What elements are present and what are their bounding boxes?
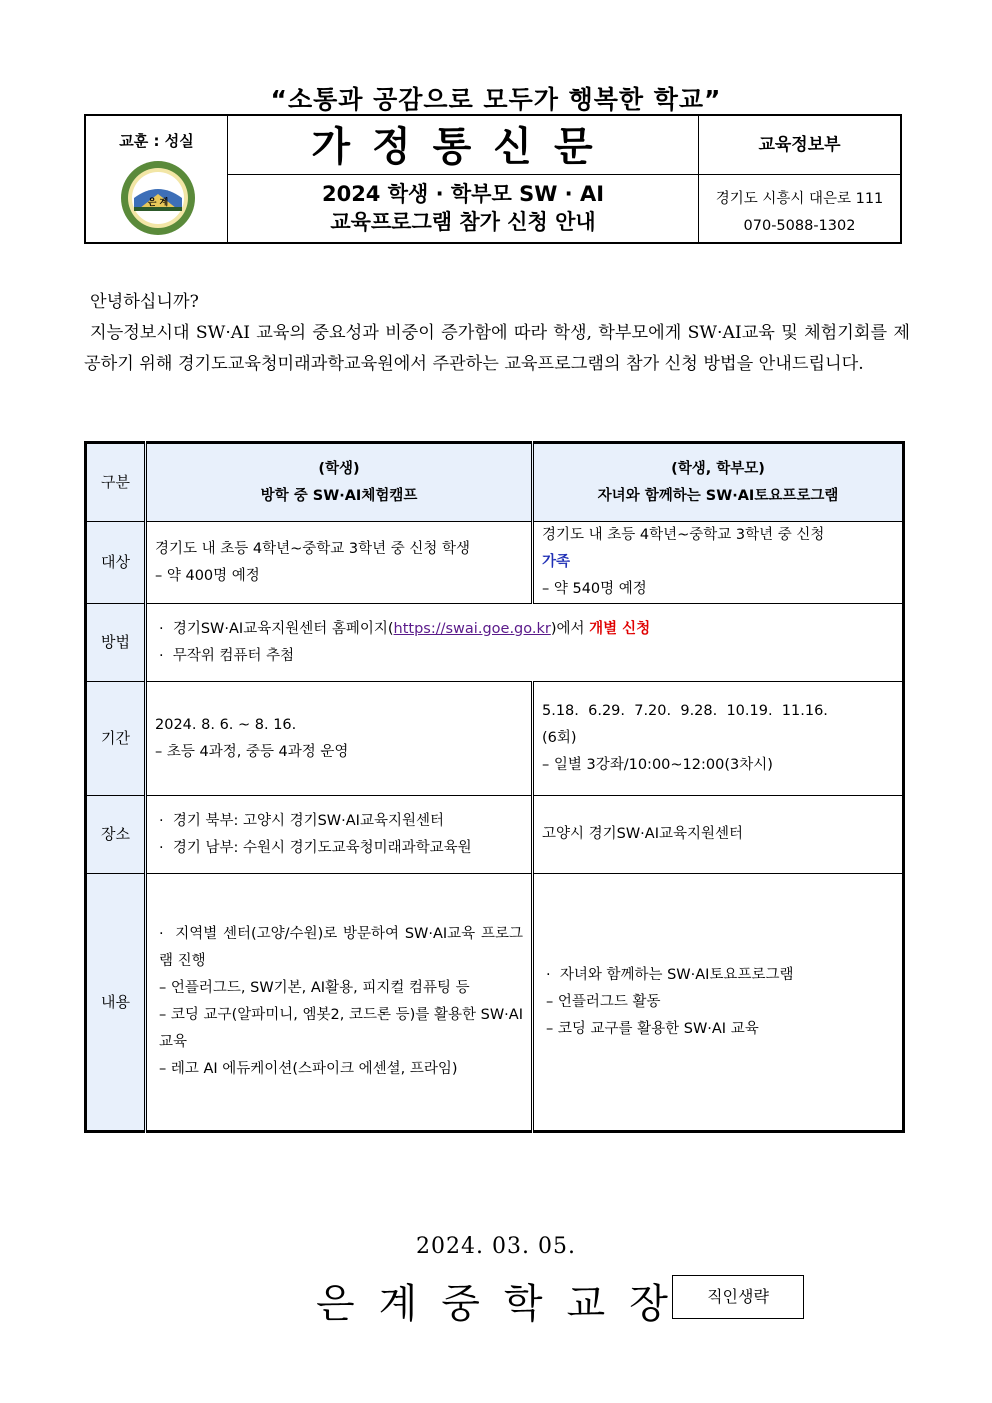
- cell-text: )에서: [550, 620, 590, 637]
- row-label: 방법: [86, 604, 146, 682]
- cell-line: – 코딩 교구를 활용한 SW·AI 교육: [546, 1020, 759, 1037]
- newsletter-title: 가정통신문: [311, 124, 615, 170]
- greeting: 안녕하십니까?: [90, 292, 199, 312]
- row-label: 장소: [86, 796, 146, 874]
- column-header-saturday: [533, 443, 904, 522]
- column-header-line: (학생): [318, 460, 360, 477]
- row-label: 대상: [86, 522, 146, 604]
- table-row: [86, 682, 904, 796]
- principal-signature: 은계중학교장: [316, 1281, 692, 1327]
- column-header-line: (학생, 학부모): [671, 460, 765, 477]
- cell-text: 경기 북부: 고양시 경기SW·AI교육지원센터: [172, 812, 444, 829]
- cell-text: 무작위 컴퓨터 추첨: [172, 647, 295, 664]
- cell-line: – 약 400명 예정: [155, 567, 260, 584]
- subject-line-2: 교육프로그램 참가 신청 안내: [330, 210, 596, 234]
- table-row: [86, 796, 904, 874]
- table-cell: [146, 604, 904, 682]
- cell-line: – 언플러그드, SW기본, AI활용, 피지컬 컴퓨팅 등: [159, 980, 470, 996]
- cell-line: · 자녀와 함께하는 SW·AI토요프로그램: [546, 966, 794, 983]
- table-row: [86, 604, 904, 682]
- school-contact: [699, 186, 900, 240]
- cell-line: · 경기SW·AI교육지원센터 홈페이지(https://swai.goe.go.kr)에서 개별 신청: [159, 620, 651, 637]
- school-address: 경기도 시흥시 대은로 111: [715, 191, 884, 207]
- cell-line: · 지역별 센터(고양/수원)로 방문하여 SW·AI교육 프로그램 진행: [159, 926, 523, 969]
- website-link[interactable]: https://swai.goe.go.kr: [393, 620, 551, 637]
- cell-line: – 코딩 교구(알파미니, 엠봇2, 코드론 등)를 활용한 SW·AI 교육: [159, 1007, 523, 1050]
- newsletter-header: [84, 114, 902, 244]
- school-motto: 교훈 : 성실: [119, 132, 194, 150]
- table-cell: [533, 522, 904, 604]
- cell-line: 경기도 내 초등 4학년~중학교 3학년 중 신청 학생: [155, 540, 470, 557]
- seal-omitted-box: 직인생략: [672, 1275, 804, 1319]
- cell-line: 5.18. 6.29. 7.20. 9.28. 10.19. 11.16.: [542, 703, 828, 719]
- table-cell: [533, 874, 904, 1132]
- row-label: 기간: [86, 682, 146, 796]
- cell-text: 자녀와 함께하는 SW·AI토요프로그램: [559, 966, 794, 983]
- school-motto-banner: “소통과 공감으로 모두가 행복한 학교”: [270, 85, 722, 114]
- cell-text: 경기 남부: 수원시 경기도교육청미래과학교육원: [172, 839, 472, 856]
- school-emblem-icon: [120, 160, 196, 236]
- program-table: [84, 441, 905, 1133]
- cell-line: – 약 540명 예정: [542, 581, 647, 597]
- column-header-line: 방학 중 SW·AI체험캠프: [260, 487, 418, 504]
- cell-line: · 경기 북부: 고양시 경기SW·AI교육지원센터: [159, 812, 444, 829]
- table-cell: [533, 682, 904, 796]
- school-phone: 070-5088-1302: [743, 218, 856, 234]
- row-label: 구분: [86, 443, 146, 522]
- table-cell: [146, 682, 533, 796]
- table-cell: [146, 522, 533, 604]
- table-cell: [146, 874, 533, 1132]
- cell-line: 경기도 내 초등 4학년~중학교 3학년 중 신청: [542, 527, 825, 543]
- cell-line: · 경기 남부: 수원시 경기도교육청미래과학교육원: [159, 839, 472, 856]
- cell-line: – 레고 AI 에듀케이션(스파이크 에센셜, 프라임): [159, 1061, 458, 1077]
- subject-title: [228, 180, 698, 236]
- cell-line: 2024. 8. 6. ~ 8. 16.: [155, 716, 297, 733]
- table-row: [86, 443, 904, 522]
- column-header-camp: [146, 443, 533, 522]
- emblem-text: 은 계: [147, 198, 169, 208]
- department: 교육정보부: [758, 135, 841, 155]
- subject-line-1: 2024 학생 · 학부모 SW · AI: [321, 182, 605, 206]
- cell-line: · 무작위 컴퓨터 추첨: [159, 647, 295, 664]
- column-header-line: 자녀와 함께하는 SW·AI토요프로그램: [597, 487, 839, 504]
- table-cell: 고양시 경기SW·AI교육지원센터: [533, 796, 904, 874]
- cell-line: – 언플러그드 활동: [546, 993, 661, 1010]
- intro-body: 지능정보시대 SW·AI 교육의 중요성과 비중이 증가함에 따라 학생, 학부모에게 SW·AI교육 및 체험기회를 제공하기 위해 경기도교육청미래과학교육원에서 주관하는 교육프로그램의 참가 신청 방법을 안내드립니다.: [84, 323, 910, 374]
- table-cell: [146, 796, 533, 874]
- cell-line: – 일별 3강좌/10:00~12:00(3차시): [542, 757, 773, 773]
- cell-text: 지역별 센터(고양/수원)로 방문하여 SW·AI교육 프로그램 진행: [159, 926, 523, 969]
- cell-text: 경기SW·AI교육지원센터 홈페이지(: [172, 620, 394, 637]
- cell-line: – 초등 4과정, 중등 4과정 운영: [155, 743, 349, 760]
- cell-line: (6회): [542, 730, 577, 746]
- highlight-text: 가족: [542, 554, 571, 570]
- highlight-text: 개별 신청: [589, 620, 651, 637]
- issue-date: 2024. 03. 05.: [416, 1234, 576, 1259]
- table-row: [86, 874, 904, 1132]
- intro-text: [84, 287, 910, 380]
- table-row: [86, 522, 904, 604]
- row-label: 내용: [86, 874, 146, 1132]
